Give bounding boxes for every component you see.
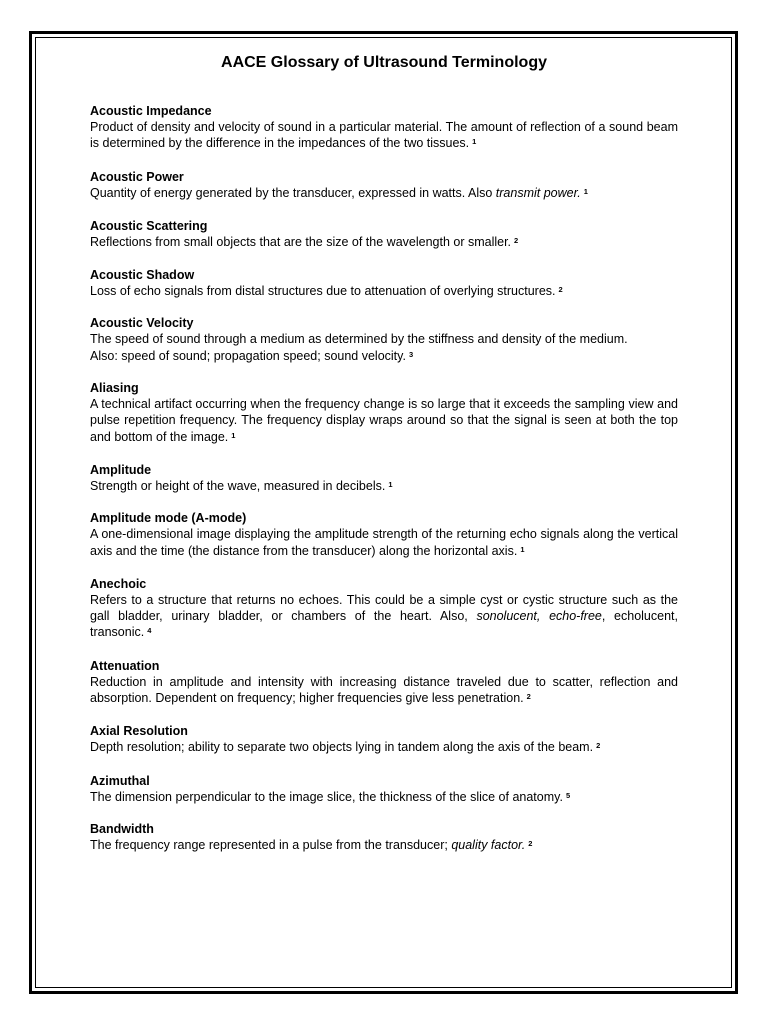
- reference-superscript: 2: [528, 838, 533, 848]
- definition-text: The speed of sound through a medium as determined by the stiffness and density of the medium.: [90, 332, 628, 347]
- page-title: AACE Glossary of Ultrasound Terminology: [221, 54, 547, 71]
- definition-text: The frequency range represented in a pulse from the transducer;: [90, 837, 452, 852]
- glossary-definition: [90, 478, 678, 494]
- definition-text: Refers to a structure that returns no echoes. This could be a simple cyst or cystic structure such as the gall bladder, urinary bladder, or chambers of the heart. Also,: [90, 592, 678, 624]
- definition-text: Reduction in amplitude and intensity with increasing distance traveled due to scatter, reflection and absorption. Dependent on frequency; higher frequencies give less penetration.: [90, 674, 678, 706]
- glossary-term: Axial Resolution: [90, 724, 188, 739]
- glossary-definition: [90, 396, 678, 445]
- glossary-definition: [90, 119, 678, 152]
- glossary-entry: [90, 576, 678, 641]
- glossary-definition: [90, 283, 678, 299]
- glossary-entry: [90, 723, 678, 755]
- glossary-entry: [90, 103, 678, 152]
- glossary-definition: [90, 674, 678, 707]
- reference-superscript: 2: [514, 235, 519, 245]
- glossary-term: Amplitude: [90, 462, 152, 477]
- glossary-definition: [90, 789, 678, 805]
- glossary-entry: [90, 267, 678, 299]
- glossary-entry: [90, 462, 678, 494]
- reference-superscript: 3: [408, 349, 414, 359]
- glossary-term: Acoustic Impedance: [90, 104, 212, 118]
- reference-superscript: 1: [583, 186, 588, 196]
- glossary-term: Acoustic Scattering: [90, 218, 208, 233]
- reference-superscript: 4: [147, 626, 152, 636]
- glossary-term: Anechoic: [90, 576, 147, 591]
- glossary-definition: [90, 592, 678, 641]
- glossary-term: Bandwidth: [90, 821, 154, 836]
- definition-italic-text: transmit power.: [495, 185, 581, 200]
- glossary-entry: [90, 658, 678, 707]
- definition-text: Strength or height of the wave, measured in decibels.: [90, 478, 386, 493]
- glossary-term: Amplitude mode (A-mode): [90, 511, 247, 526]
- definition-text: Also: speed of sound; propagation speed; sound velocity.: [90, 348, 406, 363]
- reference-superscript: 1: [388, 479, 393, 489]
- glossary-term: Attenuation: [90, 658, 160, 673]
- reference-superscript: 2: [558, 285, 563, 295]
- glossary-entry: [90, 380, 678, 445]
- glossary-entry: [90, 510, 678, 559]
- glossary-entry: [90, 169, 678, 201]
- glossary-definition: [90, 234, 678, 250]
- definition-text: A one-dimensional image displaying the amplitude strength of the returning echo signals along the vertical axis and the time (the distance from the transducer) along the horizontal axis.: [90, 527, 678, 558]
- reference-superscript: 1: [520, 544, 525, 554]
- glossary-definition: [90, 331, 678, 364]
- definition-text: Depth resolution; ability to separate two objects lying in tandem along the axis of the beam.: [90, 740, 594, 755]
- glossary-entry: [90, 218, 678, 250]
- reference-superscript: 1: [231, 430, 236, 440]
- definition-text: Product of density and velocity of sound in a particular material. The amount of reflection of a sound beam is determined by the difference in the impedances of the two tissues.: [90, 120, 678, 151]
- reference-superscript: 1: [472, 137, 477, 147]
- reference-superscript: 5: [565, 790, 571, 800]
- reference-superscript: 2: [526, 692, 531, 702]
- glossary-term: Azimuthal: [90, 773, 150, 788]
- glossary-list: [90, 103, 678, 853]
- glossary-definition: [90, 837, 678, 853]
- definition-text: Quantity of energy generated by the transducer, expressed in watts. Also: [90, 185, 496, 200]
- definition-text: The dimension perpendicular to the image slice, the thickness of the slice of anatomy.: [90, 789, 563, 804]
- definition-italic-text: sonolucent, echo-free: [476, 609, 602, 624]
- glossary-definition: [90, 739, 678, 755]
- definition-text: Reflections from small objects that are the size of the wavelength or smaller.: [90, 234, 512, 249]
- glossary-term: Acoustic Power: [90, 169, 184, 184]
- definition-text: A technical artifact occurring when the frequency change is so large that it exceeds the sampling view and pulse repetition frequency. The frequency display wraps around so that the signal is seen at both the top and bottom of the image.: [90, 397, 678, 444]
- glossary-definition: [90, 526, 678, 559]
- glossary-entry: [90, 315, 678, 364]
- definition-text: , echolucent, transonic.: [90, 609, 678, 640]
- definition-italic-text: quality factor.: [451, 837, 526, 852]
- definition-text: Loss of echo signals from distal structures due to attenuation of overlying structures.: [90, 284, 556, 299]
- glossary-entry: [90, 773, 678, 805]
- glossary-term: Acoustic Shadow: [90, 268, 195, 283]
- glossary-term: Acoustic Velocity: [90, 316, 194, 331]
- glossary-entry: [90, 821, 678, 853]
- glossary-term: Aliasing: [90, 381, 139, 396]
- reference-superscript: 2: [596, 741, 601, 751]
- glossary-definition: [90, 185, 678, 201]
